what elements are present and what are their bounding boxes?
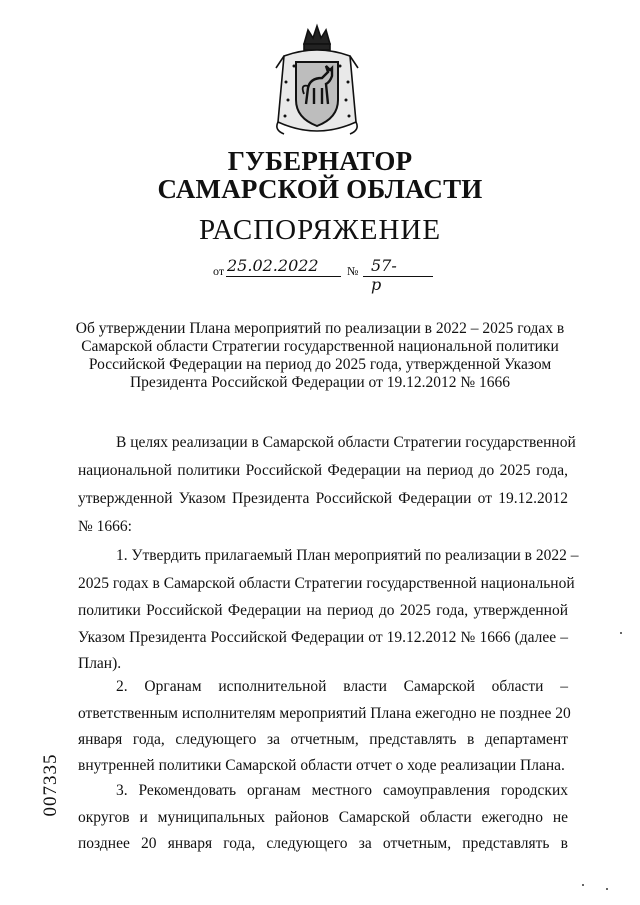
body-line: № 1666: [78, 518, 132, 535]
body-line: 3. Рекомендовать органам местного самоуправления городских [116, 782, 568, 799]
body-line: 1. Утвердить прилагаемый План мероприятий по реализации в 2022 – [116, 547, 579, 564]
side-number-text: 007335 [40, 753, 61, 817]
body-line: 2025 годах в Самарской области Стратегии государственной национальной [78, 575, 575, 592]
body-line: В целях реализации в Самарской области Стратегии государственной [116, 434, 576, 451]
body-line: позднее 20 января года, следующего за отчетным, представлять в [78, 835, 568, 852]
number-underline [363, 276, 433, 277]
number-label: № [347, 264, 359, 278]
body-line: Указом Президента Российской Федерации от 19.12.2012 № 1666 (далее – [78, 629, 568, 646]
body-line: политики Российской Федерации на период до 2025 года, утвержденной [78, 602, 568, 619]
document-subject: Об утверждении Плана мероприятий по реализации в 2022 – 2025 годах в Самарской области Стратегии государственной национальной политики Российской Федерации на период до 2025 года, утвержденной Указом Президента Российской Федерации от 19.12.2012 № 1666 [75, 320, 565, 391]
scan-speck [582, 884, 584, 886]
body-line: ответственным исполнителям мероприятий Плана ежегодно не позднее 20 [78, 705, 571, 722]
date-value: 25.02.2022 [227, 256, 319, 275]
scan-speck [606, 888, 608, 890]
body-line: утвержденной Указом Президента Российской Федерации от 19.12.2012 [78, 490, 568, 507]
scan-speck [620, 632, 622, 634]
body-line: внутренней политики Самарской области отчет о ходе реализации Плана. [78, 757, 565, 774]
side-registration-number [40, 740, 62, 830]
body-line: национальной политики Российской Федерации на период до 2025 года, [78, 462, 568, 479]
samara-coat-of-arms-icon [270, 22, 364, 142]
body-line: 2. Органам исполнительной власти Самарской области – [116, 678, 568, 695]
date-label: от [213, 264, 225, 278]
header-title-line2: САМАРСКОЙ ОБЛАСТИ [157, 174, 483, 204]
date-underline [226, 276, 341, 277]
body-line: января года, следующего за отчетным, представлять в департамент [78, 731, 568, 748]
document-type: РАСПОРЯЖЕНИЕ [198, 214, 442, 246]
body-line: План). [78, 655, 122, 672]
body-line: округов и муниципальных районов Самарской области ежегодно не [78, 809, 568, 826]
number-value: 57-р [371, 256, 397, 294]
header-title-line1: ГУБЕРНАТОР [227, 146, 413, 176]
